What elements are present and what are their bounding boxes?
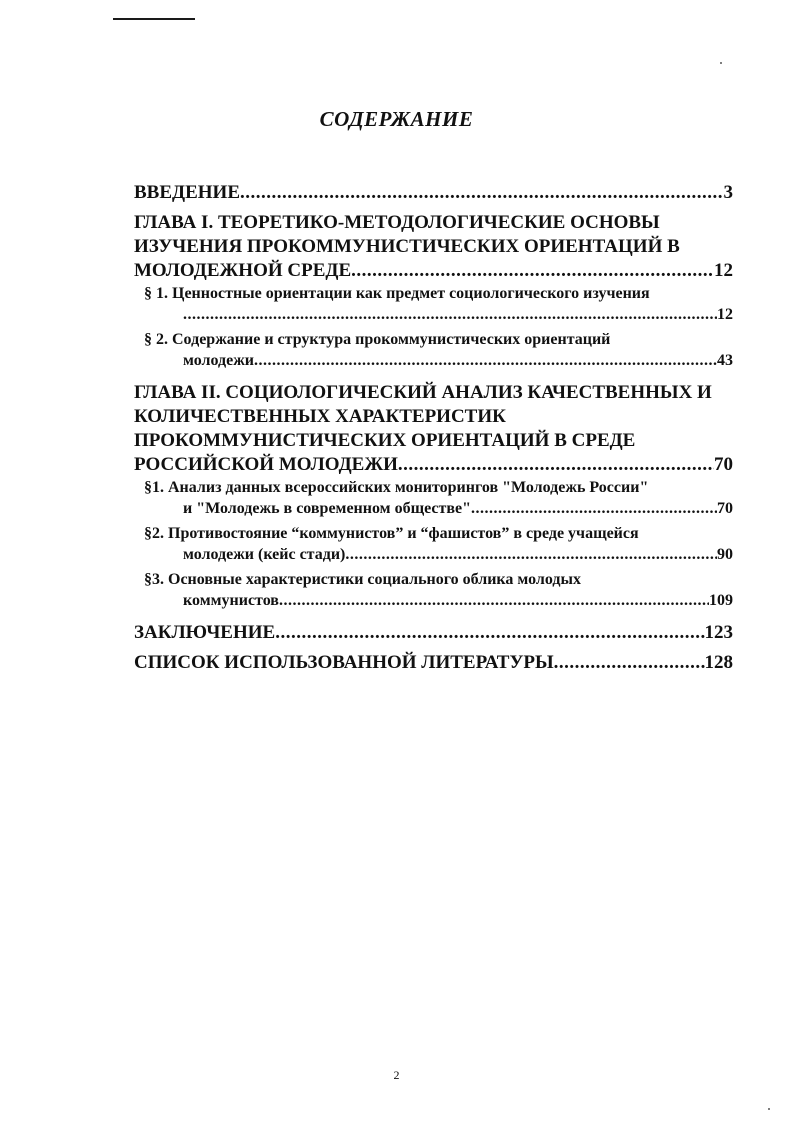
toc-page-number: 90 [717, 546, 733, 563]
page-title: СОДЕРЖАНИЕ [319, 107, 474, 131]
toc-section-title: молодежи [183, 352, 255, 369]
toc-section-title: §2. Противостояние “коммунистов” и “фашистов” в среде учащейся [144, 525, 639, 542]
toc-leader-dots [351, 259, 714, 283]
toc-page-number: 43 [717, 352, 733, 369]
toc-page-number: 3 [723, 182, 733, 203]
toc-entry-label: СПИСОК ИСПОЛЬЗОВАННОЙ ЛИТЕРАТУРЫ [134, 652, 554, 673]
toc-leader-dots [240, 181, 724, 205]
toc-entry-section-2-2[interactable] [134, 523, 733, 565]
toc-leader-dots [471, 498, 717, 519]
toc-section-title: §1. Анализ данных всероссийских мониторингов "Молодежь России" [144, 479, 649, 496]
toc-leader-dots [279, 590, 709, 611]
toc-section-title: § 1. Ценностные ориентации как предмет социологического изучения [144, 285, 650, 302]
toc-entry-section-2-1[interactable] [134, 477, 733, 519]
toc-chapter-heading-line: ИЗУЧЕНИЯ ПРОКОММУНИСТИЧЕСКИХ ОРИЕНТАЦИЙ В [134, 236, 680, 257]
toc-chapter-heading-line: МОЛОДЕЖНОЙ СРЕДЕ [134, 260, 352, 281]
toc-page-number: 109 [709, 592, 733, 609]
toc-page-number: 123 [704, 622, 733, 643]
toc-chapter-heading-line: ГЛАВА II. СОЦИОЛОГИЧЕСКИЙ АНАЛИЗ КАЧЕСТВЕННЫХ И [134, 382, 712, 403]
toc-page-number: 12 [714, 260, 733, 281]
toc-section-title: §3. Основные характеристики социального облика молодых [144, 571, 581, 588]
toc-leader-dots [254, 350, 717, 371]
toc-entry-section-1-1[interactable] [134, 283, 733, 325]
toc-section-title: коммунистов [183, 592, 279, 609]
toc-leader-dots [554, 651, 705, 675]
toc-leader-dots [345, 544, 717, 565]
toc-entry-references[interactable] [134, 651, 733, 675]
toc-page-number: 70 [714, 454, 733, 475]
toc-entry-section-1-2[interactable] [134, 329, 733, 371]
toc-chapter-heading-line: ПРОКОММУНИСТИЧЕСКИХ ОРИЕНТАЦИЙ В СРЕДЕ [134, 430, 636, 451]
toc-page-number: 128 [704, 652, 733, 673]
toc-chapter-heading-line: РОССИЙСКОЙ МОЛОДЕЖИ [134, 454, 398, 475]
toc-entry-intro[interactable] [134, 181, 733, 205]
scan-speck [720, 62, 722, 64]
toc-entry-label: ВВЕДЕНИЕ [134, 182, 240, 203]
toc-section-title: молодежи (кейс стади) [183, 546, 346, 563]
toc-leader-dots [275, 621, 704, 645]
toc-entry-conclusion[interactable] [134, 621, 733, 645]
toc-leader-dots [183, 304, 717, 325]
scan-speck [768, 1108, 770, 1110]
toc-entry-label: ЗАКЛЮЧЕНИЕ [134, 622, 276, 643]
toc-leader-dots [398, 453, 714, 477]
page-number: 2 [393, 1068, 400, 1082]
toc-section-title: и "Молодежь в современном обществе" [183, 500, 471, 517]
scan-artifact-line [113, 18, 195, 20]
toc-entry-chapter-1[interactable] [134, 211, 733, 283]
toc-section-title: § 2. Содержание и структура прокоммунистических ориентаций [144, 331, 611, 348]
toc-page-number: 12 [717, 306, 733, 323]
toc-chapter-heading-line: КОЛИЧЕСТВЕННЫХ ХАРАКТЕРИСТИК [134, 406, 506, 427]
toc-page-number: 70 [717, 500, 733, 517]
toc-entry-section-2-3[interactable] [134, 569, 733, 611]
table-of-contents [134, 181, 733, 675]
toc-chapter-heading-line: ГЛАВА I. ТЕОРЕТИКО-МЕТОДОЛОГИЧЕСКИЕ ОСНОВЫ [134, 212, 660, 233]
toc-entry-chapter-2[interactable] [134, 381, 733, 477]
